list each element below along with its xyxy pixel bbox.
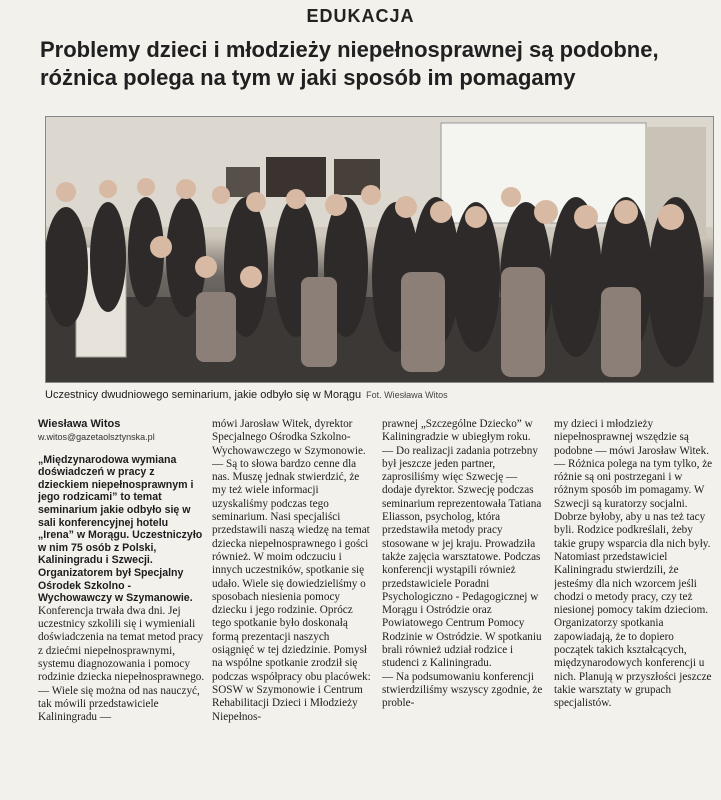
article-column-1 xyxy=(38,418,206,724)
group-photo xyxy=(45,116,714,383)
column-2-text: mówi Jarosław Witek, dyrektor Specjalnego Ośrodka Szkolno-Wychowawczego w Szymonowie. — Są to słowa bardzo cenne dla nas. Muszę jednak stwierdzić, że my też wiele informacji uzyskaliśmy podczas tego seminarium. Nasi specjaliści przedstawili naszą wiedzę na temat dziecka niepełnosprawnego i gości również. W moim odczuciu i innych uczestników, spotkanie się udało. Wiele się dowiedzieliśmy o sposobach niesienia pomocy dziecku i jego rodzinie. Oprócz tego spotkanie było doskonałą formą prezentacji naszych osiągnięć w tej dziedzinie. Pomysł na wspólne spotkanie zrodził się podczas współpracy obu placówek: SOSW w Szymonowie i Centrum Rehabilitacji Dzieci i Młodzieży Niepełnos- xyxy=(212,418,371,723)
article-lead: „Międzynarodowa wymiana doświadczeń w pracy z dzieckiem niepełnosprawnym i jego rodzicami” to temat seminarium jakie odbyło się w sali konferencyjnej hotelu „Irena” w Morągu. Uczestniczyło w nim 75 osób z Polski, Kaliningradu i Szwecji. Organizatorem był Specjalny Ośrodek Szkolno - Wychowawczy w Szymanowie. xyxy=(38,453,203,605)
article-column-4 xyxy=(554,418,714,711)
headline-line-2: różnica polega na tym w jaki sposób im pomagamy xyxy=(40,65,576,90)
author-email: w.witos@gazetaolsztynska.pl xyxy=(38,432,155,443)
photo-credit: Fot. Wiesława Witos xyxy=(366,390,448,400)
column-4-text: my dzieci i młodzieży niepełnosprawnej wszędzie są podobne — mówi Jarosław Witek. — Różnica polega na tym tylko, że różnie są oni postrzegani i w różnym sposób im pomagamy. W Szwecji są kuratorzy socjalni. Dobrze byłoby, aby u nas też tacy byli. Rodzice podkreślali, żeby takie grupy wsparcia dla nich były. Natomiast przedstawiciel Kaliningradu stwierdzili, że jesteśmy dla nich wzorcem jeśli chodzi o metody pracy, czy też niesionej pomocy takim dzieciom. Organizatorzy spotkania zapowiadają, że to dopiero początek takich kształcących, międzynarodowych konferencji u nich. Planują w przyszłości jeszcze takie warsztaty w grupach specjalistów. xyxy=(554,418,713,710)
headline-line-1: Problemy dzieci i młodzieży niepełnosprawnej są podobne, xyxy=(40,37,659,62)
column-1-text: Konferencja trwała dwa dni. Jej uczestnicy szkolili się i wymieniali doświadczenia na temat metod pracy z dziećmi niepełnosprawnymi, systemu diagnozowania i pomocy rodzinie dziecka niepełnosprawnego. — Wiele się można od nas nauczyć, tak mówili przedstawiciele Kaliningradu — xyxy=(38,604,205,724)
column-3-text: prawnej „Szczególne Dziecko” w Kaliningradzie w ubiegłym roku. — Do realizacji zadania potrzebny był jeszcze jeden partner, zaprosiliśmy więc Szwecję — dodaje dyrektor. Szwecję podczas seminarium reprezentowała Tatiana Eliasson, psycholog, która przedstawiła metody pracy stosowane w jej kraju. Prowadziła także zajęcia warsztatowe. Podczas konferencji wystąpili również przedstawiciele Poradni Psychologiczno - Pedagogicznej w Morągu i Ostródzie oraz Powiatowego Centrum Pomocy Rodzinie w Ostródzie. W spotkaniu brali również udział rodzice i studenci z Kaliningradu. — Na podsumowaniu konferencji stwierdziliśmy wszyscy zgodnie, że proble- xyxy=(382,418,543,710)
article-body xyxy=(38,418,714,798)
article-column-2 xyxy=(212,418,372,724)
section-label: EDUKACJA xyxy=(306,6,415,26)
photo-caption-text: Uczestnicy dwudniowego seminarium, jakie odbyło się w Morągu xyxy=(45,389,362,401)
article-column-3 xyxy=(382,418,548,711)
group-photo-illustration xyxy=(46,117,714,383)
author-name: Wiesława Witos xyxy=(38,418,121,430)
headline xyxy=(40,36,700,92)
photo-caption xyxy=(45,389,714,401)
